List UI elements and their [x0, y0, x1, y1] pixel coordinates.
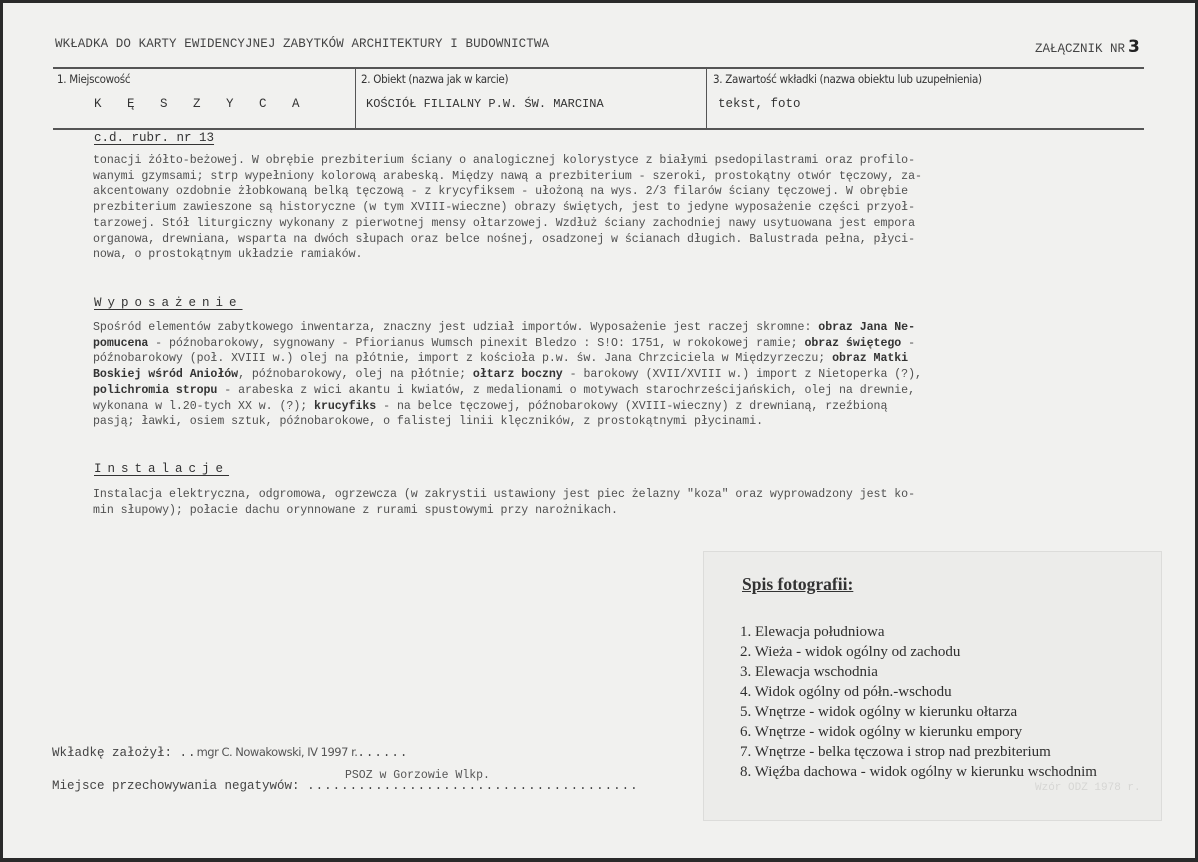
text-segment: - arabeska z wici akantu i kwiatów, z medalionami o motywach starochrześcijańskich, olej na drewnie, — [217, 383, 915, 397]
author-value: mgr C. Nowakowski, IV 1997 r. — [196, 745, 358, 759]
author-label: Wkładkę założył: — [52, 746, 173, 760]
text-segment: , późnobarokowy, olej na płótnie; — [238, 368, 473, 382]
text-segment: - — [901, 336, 916, 350]
bold-term: pomucena — [93, 336, 149, 350]
author-line: Wkładkę założył: ..mgr C. Nowakowski, IV 1997 r....... — [52, 745, 409, 760]
text-segment: - późnobarokowy, sygnowany - Pfiorianus Wumsch pinexit Bledzo : S!O: 1751, w rokokowej ramie; — [148, 336, 805, 350]
photo-list-item: 3. Elewacja wschodnia — [740, 664, 878, 680]
text-line: akcentowany ozdobnie żłobkowaną belką tęczową - z krycyfiksem - ułożoną na wys. 2/3 filarów ściany tęczowej. W obrębie — [93, 185, 909, 199]
text-segment: - barokowy (XVII/XVIII w.) import z Nietoperka (?), — [562, 368, 922, 382]
object-label: 2. Obiekt (nazwa jak w karcie) — [361, 72, 509, 86]
contents-value: tekst, foto — [718, 97, 801, 111]
table-bottom-rule — [53, 128, 1144, 130]
bold-term: obraz Jana Ne- — [818, 321, 915, 334]
annex-number: 3 — [1128, 37, 1140, 57]
annex-label: ZAŁĄCZNIK NR — [1035, 42, 1126, 56]
annex-label-group — [1035, 37, 1140, 57]
furnishings-heading: Wyposażenie — [94, 296, 243, 310]
photo-list-item: 8. Więźba dachowa - widok ogólny w kierunku wschodnim — [740, 764, 1097, 780]
text-line: prezbiterium zawieszone są historyczne (w tym XVIII-wieczne) obrazy świętych, jest to jedyne wyposażenie części przyoł- — [93, 201, 915, 215]
bold-term: krucyfiks — [314, 399, 377, 413]
bold-term: obraz świętego — [804, 336, 902, 350]
text-line: min słupowy); połacie dachu orynnowane z rurami spustowymi przy narożnikach. — [93, 503, 618, 517]
text-segment: Spośród elementów zabytkowego inwentarza, znaczny jest udział importów. Wyposażenie jest raczej skromne: — [93, 321, 819, 334]
text-line — [93, 351, 1123, 367]
text-line — [93, 383, 1123, 399]
text-line: organowa, drewniana, wsparta na dwóch słupach oraz belce nośnej, osadzonej w ścianach długich. Balustrada pełna, płyci- — [93, 232, 915, 246]
photo-list-item: 1. Elewacja południowa — [740, 624, 885, 640]
object-value: KOŚCIÓŁ FILIALNY P.W. ŚW. MARCINA — [366, 97, 604, 111]
photo-list-item: 2. Wieża - widok ogólny od zachodu — [740, 644, 961, 660]
photo-list-item: 4. Widok ogólny od półn.-wschodu — [740, 684, 952, 700]
photo-list-title: Spis fotografii: — [742, 574, 854, 594]
text-line — [93, 320, 1123, 336]
document-title: WKŁADKA DO KARTY EWIDENCYJNEJ ZABYTKÓW ARCHITEKTURY I BUDOWNICTWA — [55, 37, 550, 51]
furnishings-text — [93, 320, 1123, 430]
continuation-heading: c.d. rubr. nr 13 — [94, 131, 215, 145]
column-divider-1 — [355, 68, 356, 129]
photo-list — [740, 622, 1097, 782]
installations-text — [93, 487, 1123, 518]
template-note: Wzór ODZ 1978 r. — [1035, 782, 1141, 794]
text-line: nowa, o prostokątnym układzie ramiaków. — [93, 248, 363, 262]
text-line: tarzowej. Stół liturgiczny wykonany z pierwotnej mensy ołtarzowej. Wzdłuż ściany zachodniej nawy usytuowana jest empora — [93, 216, 915, 230]
text-line — [93, 399, 1123, 415]
text-line: wanymi gzymsami; strp wypełniony kolorową arabeską. Między nawą a prezbiterium - szeroki, prostokątny otwór tęczowy, za- — [93, 169, 922, 183]
text-segment: pasją; ławki, osiem sztuk, późnobarokowe, o falistej linii klęczników, z prostokątnymi płycinami. — [93, 415, 764, 429]
document-page — [3, 3, 1195, 858]
photo-list-panel — [703, 551, 1162, 821]
photo-list-item: 6. Wnętrze - widok ogólny w kierunku empory — [740, 724, 1023, 740]
negatives-value: PSOZ w Gorzowie Wlkp. — [345, 769, 490, 782]
text-segment: wykonana w l.20-tych XX w. (?); — [93, 399, 315, 413]
locality-label: 1. Miejscowość — [57, 72, 131, 86]
contents-label: 3. Zawartość wkładki (nazwa obiektu lub uzupełnienia) — [713, 72, 982, 86]
text-segment: późnobarokowy (poł. XVIII w.) olej na płótnie, import z kościoła p.w. św. Jana Chrzciciela w Międzyrzeczu; — [93, 352, 833, 366]
photo-list-item: 7. Wnętrze - belka tęczowa i strop nad prezbiterium — [740, 744, 1051, 760]
text-segment: - na belce tęczowej, późnobarokowy (XVIII-wieczny) z drewnianą, rzeźbioną — [376, 399, 888, 413]
bold-term: polichromia stropu — [93, 383, 218, 397]
installations-heading: Instalacje — [94, 462, 230, 476]
locality-value: K Ę S Z Y C A — [94, 97, 309, 111]
text-line: tonacji żółto-beżowej. W obrębie prezbiterium ściany o analogicznej kolorystyce z białymi psedopilastrami oraz profilo- — [93, 154, 915, 167]
photo-list-item: 5. Wnętrze - widok ogólny w kierunku ołtarza — [740, 704, 1018, 720]
bold-term: obraz Matki — [832, 352, 909, 366]
continuation-text — [93, 153, 1123, 263]
text-line — [93, 414, 1123, 430]
negatives-label: Miejsce przechowywania negatywów: — [52, 779, 300, 793]
bold-term: Boskiej wśród Aniołów — [93, 368, 239, 382]
bold-term: ołtarz boczny — [472, 368, 563, 382]
text-line — [93, 367, 1123, 383]
column-divider-2 — [706, 68, 707, 129]
text-line: Instalacja elektryczna, odgromowa, ogrzewcza (w zakrystii ustawiony jest piec żelazny "koza" oraz wyprowadzony jest ko- — [93, 488, 915, 501]
text-line — [93, 336, 1123, 352]
negatives-line: Miejsce przechowywania negatywów: ....................................... — [52, 779, 639, 793]
table-top-rule — [53, 67, 1144, 69]
